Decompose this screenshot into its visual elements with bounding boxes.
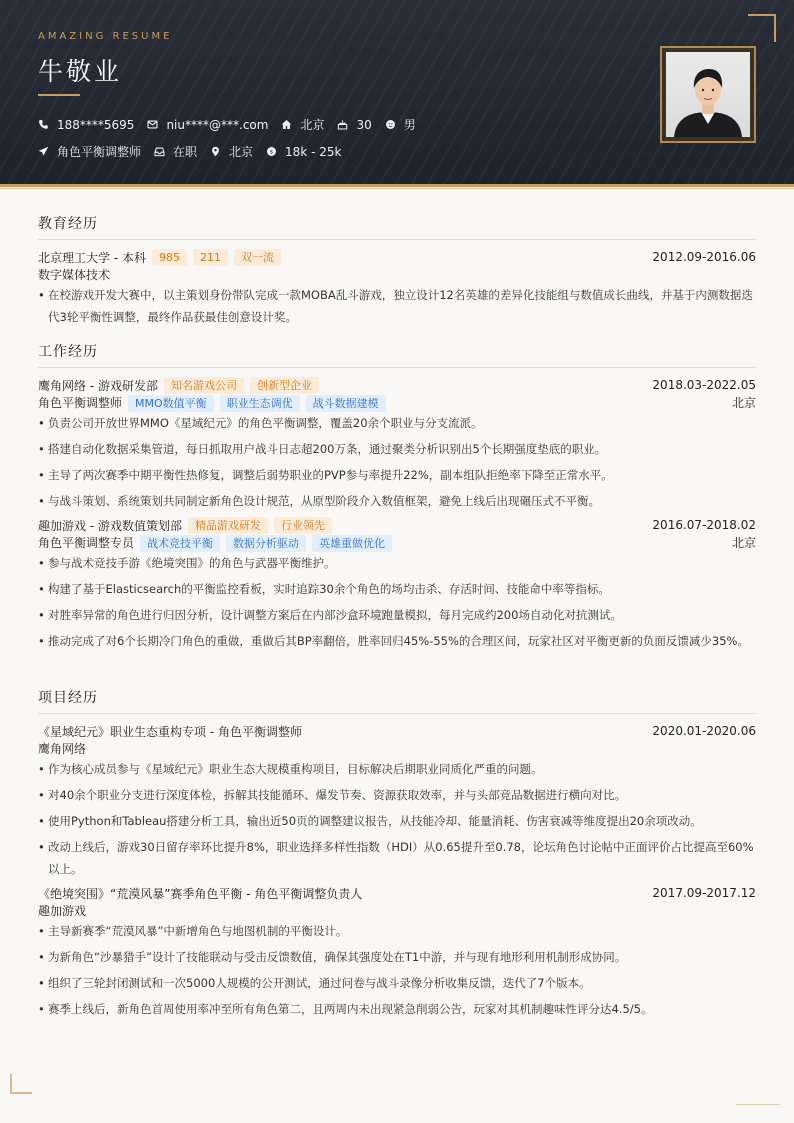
company-tag: 知名游戏公司 — [164, 377, 244, 394]
skill-tag: 英雄重做优化 — [312, 535, 392, 552]
project-org: 鹰角网络 — [38, 742, 87, 756]
education-dates: 2012.09-2016.06 — [652, 250, 756, 264]
school-tag: 211 — [193, 249, 228, 266]
company-tag: 创新型企业 — [250, 377, 319, 394]
company-name: 趣加游戏 - 游戏数值策划部 — [38, 518, 182, 533]
email-info — [147, 118, 268, 132]
salary-text: 18k - 25k — [285, 144, 342, 159]
tagline: AMAZING RESUME — [38, 31, 173, 42]
work-role-row — [38, 394, 756, 412]
phone-text: 188****5695 — [57, 117, 135, 132]
job-role: 角色平衡调整师 — [38, 396, 123, 410]
salary-info — [266, 145, 341, 159]
location-pin-icon — [210, 146, 221, 157]
age-info — [337, 118, 371, 132]
project-entry-head — [38, 722, 756, 740]
school-name: 北京理工大学 - 本科 — [38, 250, 146, 265]
list-item: • 主导了两次赛季中期平衡性热修复，调整后弱势职业的PVP参与率提升22%，副本组队拒绝率下降至正常水平。 — [38, 464, 756, 486]
target-position-text: 角色平衡调整师 — [57, 145, 142, 159]
footer-line — [736, 1104, 780, 1105]
work-title: 工作经历 — [38, 341, 756, 368]
major: 数字媒体技术 — [38, 268, 111, 282]
projects-title: 项目经历 — [38, 687, 756, 714]
header-divider-thin — [0, 188, 794, 189]
project-bullets — [38, 920, 756, 1020]
list-item: • 构建了基于Elasticsearch的平衡监控看板，实时追踪30余个角色的场均击杀、存活时间、技能命中率等指标。 — [38, 578, 756, 600]
salary-icon — [266, 146, 277, 157]
school-tag: 双一流 — [234, 249, 281, 266]
education-section — [38, 213, 756, 332]
list-item: • 推动完成了对6个长期冷门角色的重做，重做后其BP率翻倍，胜率回归45%-55%的合理区间，玩家社区对平衡更新的负面反馈减少35%。 — [38, 630, 756, 652]
corner-ornament — [748, 14, 776, 42]
corner-ornament — [10, 1074, 32, 1094]
home-icon — [281, 119, 292, 130]
education-title: 教育经历 — [38, 213, 756, 240]
education-entry-head — [38, 248, 756, 266]
header-divider — [0, 184, 794, 187]
hometown-info — [281, 116, 324, 133]
cake-icon — [337, 119, 348, 130]
target-city-text: 北京 — [229, 145, 254, 159]
skill-tag: 战斗数据建模 — [306, 395, 386, 412]
gender-info — [385, 116, 416, 133]
svg-text:$: $ — [269, 149, 274, 156]
phone-info — [38, 118, 134, 132]
list-item: • 为新角色“沙暴猎手”设计了技能联动与受击反馈数值，确保其强度处在T1中游，并与现有地形利用机制形成协同。 — [38, 946, 756, 968]
work-role-row — [38, 534, 756, 552]
company-tag: 行业领先 — [274, 517, 332, 534]
inbox-icon — [154, 146, 165, 157]
send-icon — [38, 146, 49, 157]
skill-tag: 战术竞技平衡 — [140, 535, 220, 552]
projects-section — [38, 687, 756, 1024]
list-item: • 对胜率异常的角色进行归因分析，设计调整方案后在内部沙盒环境跑量模拟，每月完成约200场自动化对抗测试。 — [38, 604, 756, 626]
email-text: niu****@***.com — [166, 117, 269, 132]
work-dates: 2018.03-2022.05 — [652, 378, 756, 392]
phone-icon — [38, 119, 49, 130]
profile-photo-frame — [660, 46, 756, 143]
list-item: • 对40余个职业分支进行深度体检，拆解其技能循环、爆发节奏、资源获取效率，并与头部竞品数据进行横向对比。 — [38, 784, 756, 806]
mail-icon — [147, 119, 158, 130]
work-bullets — [38, 412, 756, 512]
profile-photo — [666, 52, 750, 137]
name-underline — [38, 94, 80, 96]
list-item: • 主导新赛季“荒漠风暴”中新增角色与地图机制的平衡设计。 — [38, 920, 756, 942]
list-item: • 作为核心成员参与《星域纪元》职业生态大规模重构项目，目标解决后期职业同质化严重的问题。 — [38, 758, 756, 780]
target-position-info — [38, 143, 141, 160]
list-item: • 使用Python和Tableau搭建分析工具，输出近50页的调整建议报告，从技能冷却、能量消耗、伤害衰减等维度提出20余项改动。 — [38, 810, 756, 832]
work-entry-head — [38, 376, 756, 394]
project-dates: 2017.09-2017.12 — [652, 886, 756, 900]
candidate-name: 牛敬业 — [38, 57, 123, 86]
list-item: • 搭建自动化数据采集管道，每日抓取用户战斗日志超200万条，通过聚类分析识别出5个长期强度垫底的职业。 — [38, 438, 756, 460]
skill-tag: MMO数值平衡 — [128, 395, 214, 412]
school-tag: 985 — [152, 249, 187, 266]
list-item: • 负责公司开放世界MMO《星域纪元》的角色平衡调整，覆盖20余个职业与分支流派。 — [38, 412, 756, 434]
work-dates: 2016.07-2018.02 — [652, 518, 756, 532]
hometown-text: 北京 — [300, 118, 325, 132]
job-intent-row — [38, 143, 354, 160]
project-bullets — [38, 758, 756, 880]
list-item: • 在校游戏开发大赛中，以主策划身份带队完成一款MOBA乱斗游戏，独立设计12名英雄的差异化技能组与数值成长曲线，并基于内测数据迭代3轮平衡性调整，最终作品获最佳创意设计奖。 — [38, 284, 756, 328]
company-tag: 精品游戏研发 — [188, 517, 268, 534]
status-text: 在职 — [173, 145, 198, 159]
target-city-info — [210, 143, 253, 160]
work-location: 北京 — [731, 396, 756, 410]
job-role: 角色平衡调整专员 — [38, 536, 135, 550]
project-name: 《绝境突围》“荒漠风暴”赛季角色平衡 - 角色平衡调整负责人 — [38, 886, 363, 901]
resume-header — [0, 0, 794, 184]
list-item: • 赛季上线后，新角色首周使用率冲至所有角色第二，且两周内未出现紧急削弱公告，玩家对其机制趣味性评分达4.5/5。 — [38, 998, 756, 1020]
list-item: • 改动上线后，游戏30日留存率环比提升8%，职业选择多样性指数（HDI）从0.65提升至0.78，论坛角色讨论帖中正面评价占比提高至60%以上。 — [38, 836, 756, 880]
project-name: 《星域纪元》职业生态重构专项 - 角色平衡调整师 — [38, 724, 302, 739]
education-bullets — [38, 284, 756, 328]
gender-text: 男 — [403, 118, 416, 132]
skill-tag: 数据分析驱动 — [226, 535, 306, 552]
work-entry-head — [38, 516, 756, 534]
work-bullets — [38, 552, 756, 652]
gender-icon — [385, 119, 396, 130]
age-text: 30 — [356, 117, 372, 132]
contact-row — [38, 116, 429, 133]
status-info — [154, 143, 197, 160]
list-item: • 组织了三轮封闭测试和一次5000人规模的公开测试，通过问卷与战斗录像分析收集反馈，迭代了7个版本。 — [38, 972, 756, 994]
list-item: • 参与战术竞技手游《绝境突围》的角色与武器平衡维护。 — [38, 552, 756, 574]
project-org: 趣加游戏 — [38, 904, 87, 918]
work-section — [38, 341, 756, 656]
list-item: • 与战斗策划、系统策划共同制定新角色设计规范，从原型阶段介入数值框架，避免上线后出现碾压式不平衡。 — [38, 490, 756, 512]
project-entry-head — [38, 884, 756, 902]
company-name: 鹰角网络 - 游戏研发部 — [38, 378, 158, 393]
work-location: 北京 — [731, 536, 756, 550]
skill-tag: 职业生态调优 — [220, 395, 300, 412]
project-dates: 2020.01-2020.06 — [652, 724, 756, 738]
